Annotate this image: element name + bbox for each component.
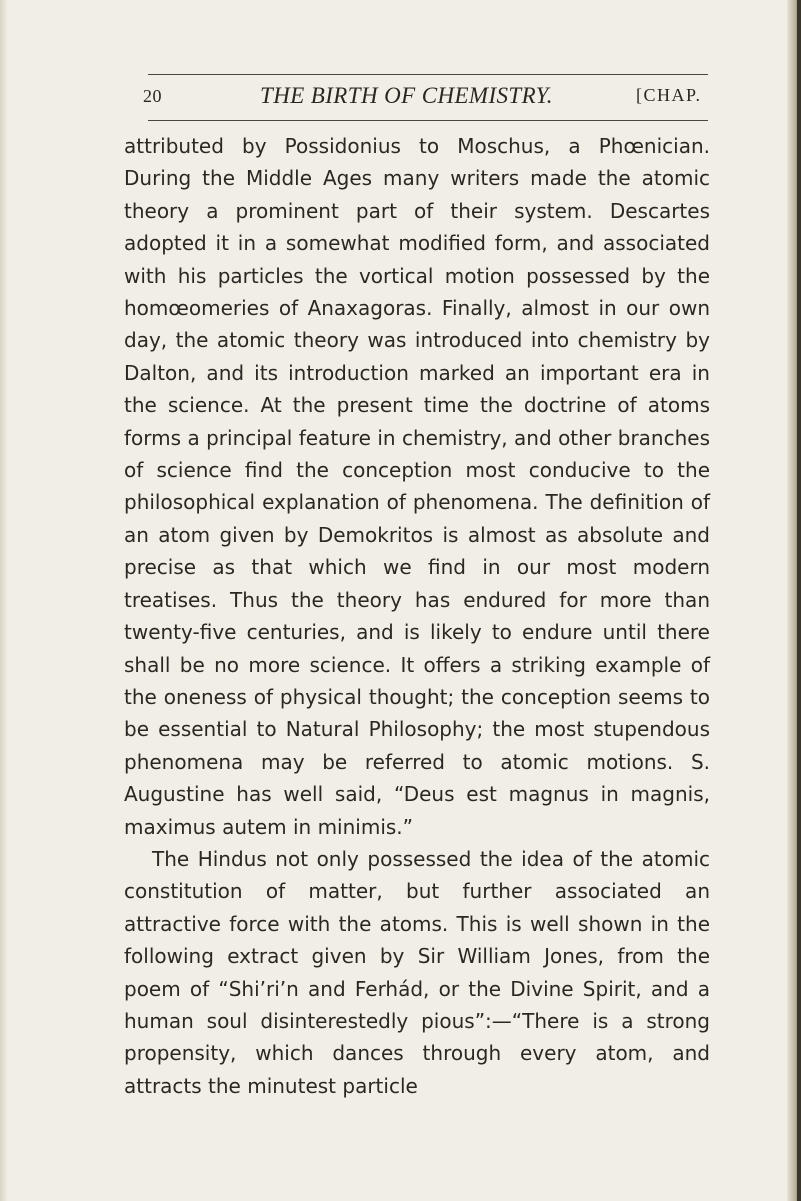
header-rule-bottom: [148, 120, 708, 121]
running-title: THE BIRTH OF CHEMISTRY.: [260, 83, 553, 108]
chapter-label: [CHAP.: [636, 85, 702, 105]
page-left-edge: [0, 0, 8, 1201]
body-text: [124, 130, 710, 1102]
paragraph: The Hindus not only possessed the idea of the atomic constitution of matter, but further associated an attractive force with the atoms. This is well shown in the following extract given by Sir William Jones, from the poem of “Shi’ri’n and Ferhád, or the Divine Spirit, and a human soul disinterestedly pious”:—“There is a strong propensity, which dances through every atom, and attracts the minutest particle: [124, 846, 710, 1098]
page-binding-shadow: [797, 0, 801, 1201]
header-rule-top: [148, 74, 708, 75]
paragraph: attributed by Possidonius to Moschus, a Phœnician. During the Middle Ages many writers made the atomic theory a prominent part of their system. Descartes adopted it in a somewhat modified form, and associated with his particles the vortical motion possessed by the homœomeries of Anaxagoras. Finally, almost in our own day, the atomic theory was introduced into chemistry by Dalton, and its introduction marked an important era in the science. At the present time the doctrine of atoms forms a principal feature in chemistry, and other branches of science find the conception most conducive to the philosophical explanation of phenomena. The definition of an atom given by Demokritos is almost as absolute and precise as that which we find in our most modern treatises. Thus the theory has endured for more than twenty-five centuries, and is likely to endure until there shall be no more science. It offers a striking example of the oneness of physical thought; the conception seems to be essential to Natural Philosophy; the most stupendous phenomena may be referred to atomic motions. S. Augustine has well said, “Deus est magnus in magnis, maximus autem in minimis.”: [124, 134, 710, 839]
page-number: 20: [143, 86, 162, 106]
page-header: [143, 74, 708, 122]
